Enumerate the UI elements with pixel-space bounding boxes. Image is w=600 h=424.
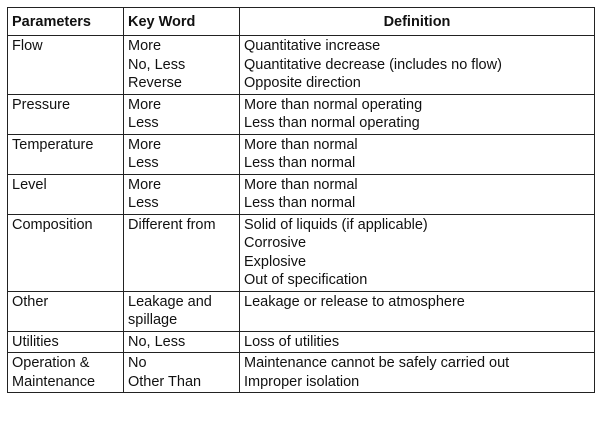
definition-cell xyxy=(240,291,595,331)
keyword-cell xyxy=(124,134,240,174)
keyword-cell xyxy=(124,353,240,393)
table-row xyxy=(8,353,595,393)
definition-text: Loss of utilities xyxy=(244,333,340,350)
keyword-cell xyxy=(124,331,240,353)
definition-text: Leakage or release to atmosphere xyxy=(244,293,465,310)
keyword-cell xyxy=(124,36,240,95)
parameter-text: Utilities xyxy=(12,333,59,350)
keyword-cell xyxy=(124,214,240,291)
definition-cell xyxy=(240,36,595,95)
parameter-cell xyxy=(8,353,124,393)
table-header-row xyxy=(8,8,595,36)
parameter-cell xyxy=(8,36,124,95)
definition-cell xyxy=(240,331,595,353)
keyword-text: No, Less xyxy=(128,333,186,350)
definition-text: Less than normal xyxy=(244,195,356,211)
definition-cell xyxy=(240,353,595,393)
keyword-text: Less xyxy=(128,115,159,131)
header-key-word: Key Word xyxy=(124,8,240,36)
parameter-text: Operation & xyxy=(12,355,90,371)
parameter-cell xyxy=(8,134,124,174)
keyword-text: No xyxy=(128,355,147,371)
definition-text: Corrosive xyxy=(244,235,307,251)
definition-text: Less than normal operating xyxy=(244,115,420,131)
definition-text: Opposite direction xyxy=(244,75,361,91)
table-row xyxy=(8,134,595,174)
keyword-text: More xyxy=(128,96,162,113)
keyword-text: Other Than xyxy=(128,373,202,390)
definition-cell xyxy=(240,174,595,214)
hazop-guideword-table xyxy=(7,7,595,393)
definition-cell xyxy=(240,134,595,174)
parameter-cell xyxy=(8,174,124,214)
keyword-text: Leakage and xyxy=(128,293,212,310)
definition-text: Improper isolation xyxy=(244,373,360,390)
definition-text: More than normal xyxy=(244,136,358,153)
keyword-text: spillage xyxy=(128,312,178,328)
parameter-text: Pressure xyxy=(12,96,71,113)
parameter-cell xyxy=(8,94,124,134)
definition-text: Maintenance cannot be safely carried out xyxy=(244,355,510,371)
parameter-cell xyxy=(8,291,124,331)
keyword-cell xyxy=(124,174,240,214)
keyword-text: No, Less xyxy=(128,56,186,73)
keyword-cell xyxy=(124,94,240,134)
keyword-text: More xyxy=(128,176,162,193)
definition-text: Explosive xyxy=(244,253,307,270)
table-row xyxy=(8,174,595,214)
keyword-text: Less xyxy=(128,195,159,211)
parameter-cell xyxy=(8,214,124,291)
keyword-text: Different from xyxy=(128,216,216,233)
parameter-text: Other xyxy=(12,293,49,310)
table-row xyxy=(8,331,595,353)
definition-text: More than normal xyxy=(244,176,358,193)
table-row xyxy=(8,214,595,291)
definition-text: Quantitative decrease (includes no flow) xyxy=(244,56,502,73)
definition-cell xyxy=(240,214,595,291)
definition-cell xyxy=(240,94,595,134)
table-row xyxy=(8,94,595,134)
definition-text: Less than normal xyxy=(244,155,356,171)
table-row xyxy=(8,291,595,331)
keyword-text: More xyxy=(128,136,162,153)
parameter-text: Maintenance xyxy=(12,373,96,390)
header-definition: Definition xyxy=(240,8,595,36)
parameter-text: Level xyxy=(12,176,47,193)
keyword-text: Less xyxy=(128,155,159,171)
parameter-text: Flow xyxy=(12,38,43,54)
table-row xyxy=(8,36,595,95)
definition-text: Out of specification xyxy=(244,272,368,288)
parameter-text: Temperature xyxy=(12,136,94,153)
header-parameters: Parameters xyxy=(8,8,124,36)
parameter-text: Composition xyxy=(12,216,93,233)
definition-text: Quantitative increase xyxy=(244,38,381,54)
keyword-text: Reverse xyxy=(128,75,182,91)
parameter-cell xyxy=(8,331,124,353)
keyword-text: More xyxy=(128,38,162,54)
definition-text: More than normal operating xyxy=(244,96,423,113)
keyword-cell xyxy=(124,291,240,331)
definition-text: Solid of liquids (if applicable) xyxy=(244,216,428,233)
